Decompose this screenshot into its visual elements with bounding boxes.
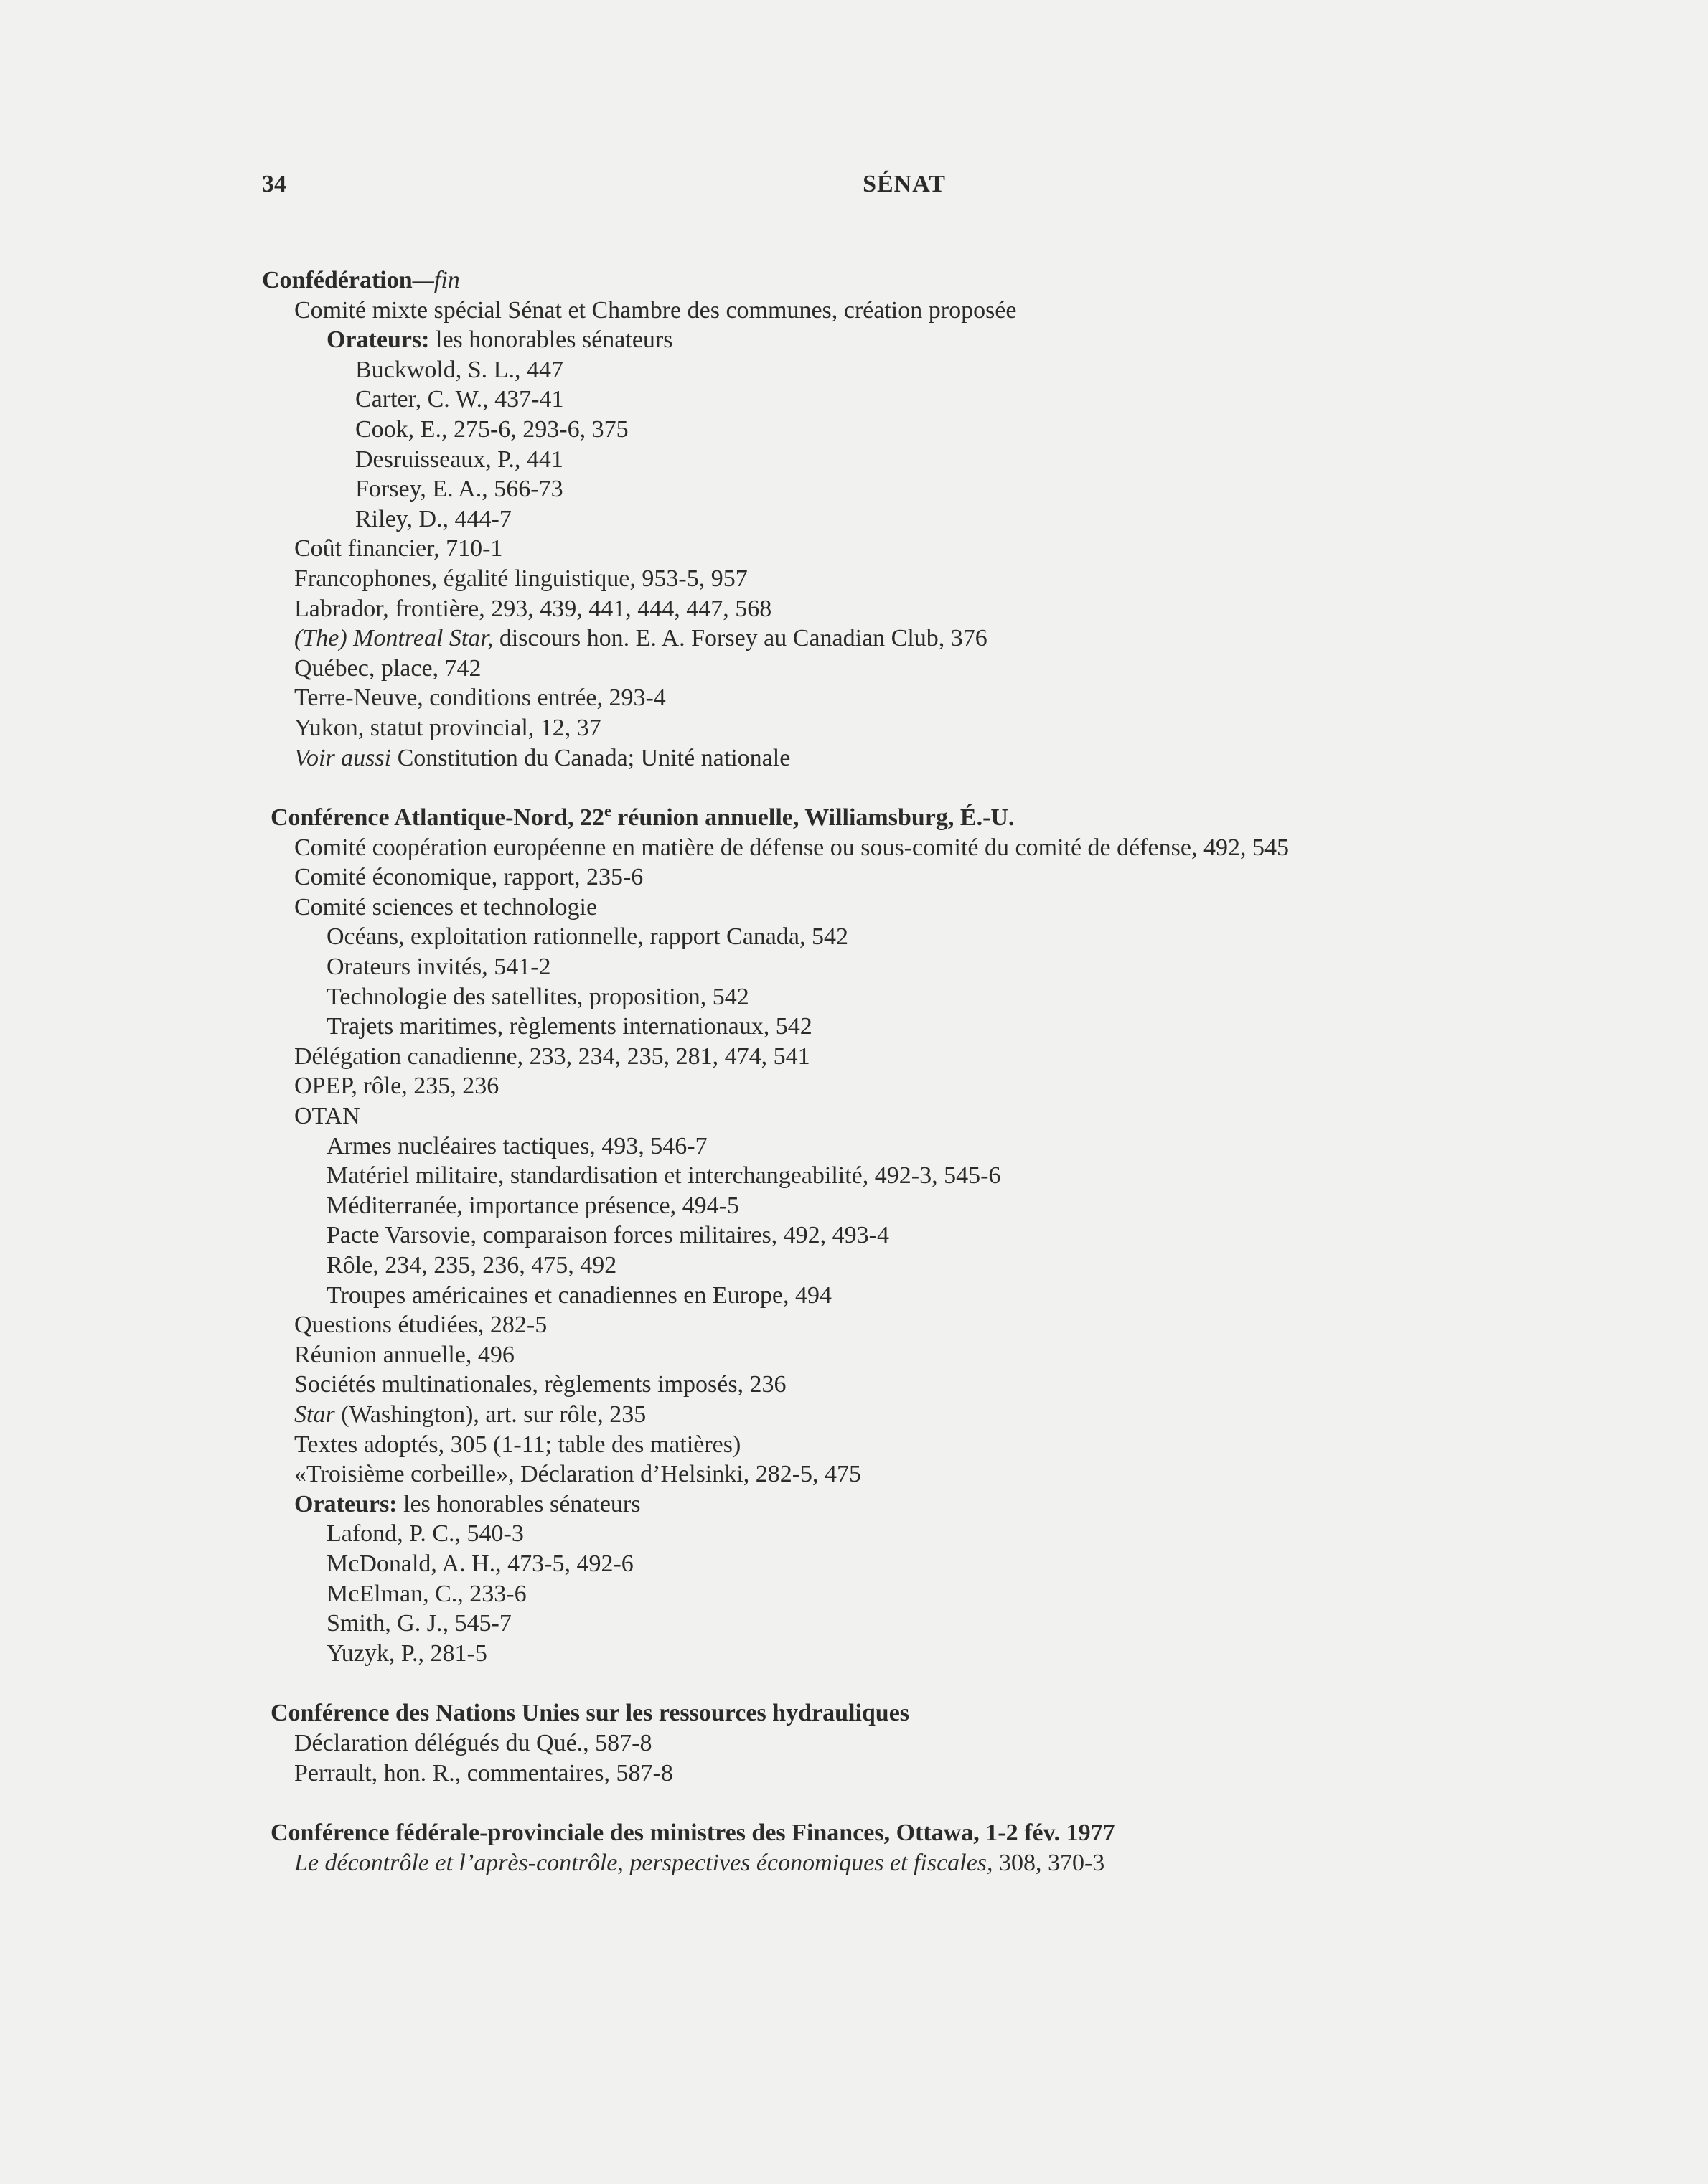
subentry: Technologie des satellites, proposition, 542 (327, 983, 749, 1010)
subentry: Orateurs: les honorables sénateurs (327, 326, 673, 354)
subentry: Sociétés multinationales, règlements imposés, 236 (294, 1371, 787, 1398)
running-head: SÉNAT (863, 171, 946, 197)
entry-heading: Conférence fédérale-provinciale des ministres des Finances, Ottawa, 1-2 fév. 1977 (271, 1820, 1115, 1847)
subentry: Lafond, P. C., 540-3 (327, 1520, 524, 1548)
subentry: Trajets maritimes, règlements internationaux, 542 (327, 1013, 812, 1040)
index-entry-confederation (262, 265, 1590, 773)
entry-heading: Confédération—fin (262, 267, 460, 293)
subentry: Délégation canadienne, 233, 234, 235, 281, 474, 541 (294, 1042, 810, 1070)
subentry: Coût financier, 710-1 (294, 535, 503, 563)
subentry: Labrador, frontière, 293, 439, 441, 444, 447, 568 (294, 595, 772, 622)
subentry: OPEP, rôle, 235, 236 (294, 1073, 499, 1100)
subentry: Carter, C. W., 437-41 (355, 386, 564, 413)
subentry: Francophones, égalité linguistique, 953-5, 957 (294, 565, 748, 592)
subentry: Forsey, E. A., 566-73 (355, 476, 563, 503)
subentry: Star (Washington), art. sur rôle, 235 (294, 1401, 647, 1428)
subentry: Comité mixte spécial Sénat et Chambre des communes, création proposée (294, 296, 1017, 324)
subentry: Orateurs invités, 541-2 (327, 954, 551, 981)
subentry: Buckwold, S. L., 447 (355, 356, 563, 383)
subentry: Comité économique, rapport, 235-6 (294, 864, 644, 891)
subentry: Comité coopération européenne en matière de défense ou sous-comité du comité de défense, 492, 545 (294, 834, 1289, 861)
subentry: Desruisseaux, P., 441 (355, 446, 563, 473)
subentry: Smith, G. J., 545-7 (327, 1610, 512, 1637)
index-entry-conference-atlantique-nord (262, 803, 1590, 1668)
subentry: Déclaration délégués du Qué., 587-8 (294, 1729, 652, 1756)
subentry: Orateurs: les honorables sénateurs (294, 1490, 641, 1517)
subentry: Rôle, 234, 235, 236, 475, 492 (327, 1252, 617, 1279)
subentry: Cook, E., 275-6, 293-6, 375 (355, 415, 629, 443)
subentry: (The) Montreal Star, discours hon. E. A. Forsey au Canadian Club, 376 (294, 625, 987, 652)
subentry: Terre-Neuve, conditions entrée, 293-4 (294, 684, 666, 712)
page-number: 34 (262, 171, 286, 197)
subentry: Méditerranée, importance présence, 494-5 (327, 1192, 739, 1219)
index-entry-conference-federale-provinciale (262, 1818, 1590, 1878)
subentry: «Troisième corbeille», Déclaration d’Helsinki, 282-5, 475 (294, 1461, 862, 1488)
page-header (262, 171, 1547, 207)
subentry: Réunion annuelle, 496 (294, 1341, 515, 1368)
subentry: McElman, C., 233-6 (327, 1580, 527, 1607)
subentry: Perrault, hon. R., commentaires, 587-8 (294, 1759, 673, 1787)
subentry: Le décontrôle et l’après-contrôle, perspectives économiques et fiscales, 308, 370-3 (294, 1849, 1105, 1876)
subentry: Voir aussi Constitution du Canada; Unité nationale (294, 744, 791, 771)
entry-heading: Conférence Atlantique-Nord, 22e réunion annuelle, Williamsburg, É.-U. (271, 801, 1015, 832)
index-entry-conference-nations-unies (262, 1698, 1590, 1788)
subentry: Armes nucléaires tactiques, 493, 546-7 (327, 1132, 708, 1159)
subentry: Questions étudiées, 282-5 (294, 1312, 548, 1339)
subentry: Matériel militaire, standardisation et interchangeabilité, 492-3, 545-6 (327, 1162, 1001, 1190)
subentry: Troupes américaines et canadiennes en Europe, 494 (327, 1281, 832, 1309)
entry-heading: Conférence des Nations Unies sur les ressources hydrauliques (271, 1700, 910, 1727)
subentry: Textes adoptés, 305 (1-11; table des matières) (294, 1431, 741, 1458)
subentry: Comité sciences et technologie (294, 893, 598, 921)
subentry: Océans, exploitation rationnelle, rapport Canada, 542 (327, 923, 848, 951)
subentry: OTAN (294, 1103, 360, 1130)
subentry: McDonald, A. H., 473-5, 492-6 (327, 1550, 634, 1577)
subentry: Québec, place, 742 (294, 654, 482, 682)
index-body (262, 265, 1590, 1908)
subentry: Pacte Varsovie, comparaison forces militaires, 492, 493-4 (327, 1222, 889, 1249)
subentry: Yuzyk, P., 281-5 (327, 1639, 487, 1667)
subentry: Riley, D., 444-7 (355, 505, 512, 532)
subentry: Yukon, statut provincial, 12, 37 (294, 714, 601, 741)
